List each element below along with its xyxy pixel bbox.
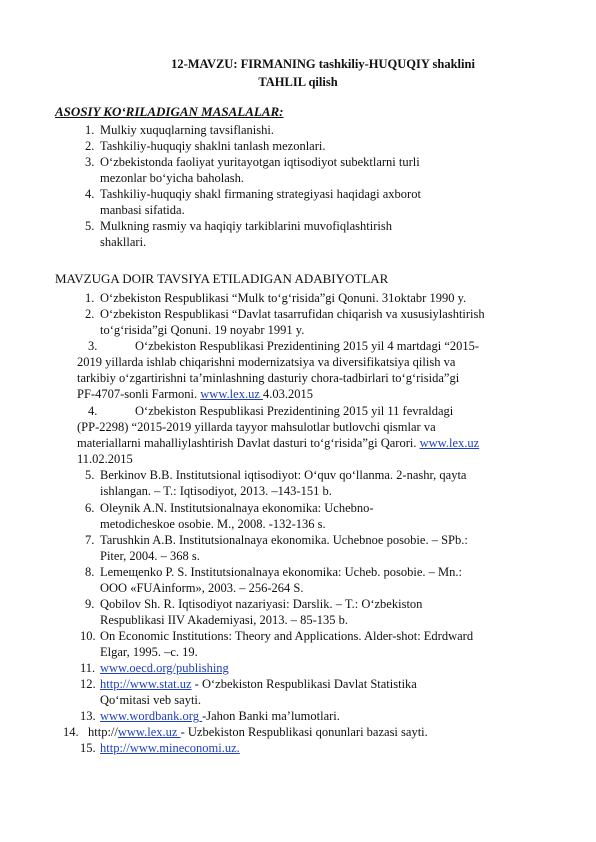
reference-number: 9.: [85, 597, 95, 611]
reference-item-4-line1: O‘zbekiston Respublikasi Prezidentining 2015 yil 11 fevraldagi: [135, 404, 454, 418]
lex-uz-link[interactable]: www.lex.uz: [117, 725, 181, 739]
reference-item-4-line2: (PP-2298) “2015-2019 yillarda tayyor mahsulotlar butlovchi qismlar va: [77, 420, 436, 434]
document-title-line2: TAHLIL qilish: [258, 75, 338, 89]
reference-number: 14.: [63, 725, 79, 739]
lex-uz-link[interactable]: www.lex.uz: [200, 387, 263, 401]
reference-item-4-line3: [77, 435, 479, 451]
reference-item-7-line1: Tarushkin A.B. Institutsionalnaya ekonomika. Uchebnoe posobie. – SPb.:: [100, 533, 468, 547]
reference-item-2-line1: O‘zbekiston Respublikasi “Davlat tasarrufidan chiqarish va xususiylashtirish: [100, 307, 485, 321]
reference-number: 11.: [80, 661, 96, 675]
reference-item-2-line2: to‘g‘risida”gi Qonuni. 19 noyabr 1991 y.: [100, 323, 305, 337]
mineconomi-link[interactable]: http://www.mineconomi.uz.: [100, 741, 240, 755]
reference-text: materiallarni mahalliylashtirish Davlat dasturi to‘g‘risida”gi Qarori.: [77, 436, 417, 450]
reference-number: 6.: [85, 501, 95, 515]
reference-number: 3.: [88, 339, 98, 353]
issue-number: 5.: [85, 219, 95, 233]
issue-number: 4.: [85, 187, 95, 201]
reference-item-12-line1: [100, 676, 417, 692]
reference-item-7-line2: Piter, 2004. – 368 s.: [100, 549, 200, 563]
reference-item-9-line2: Respublikasi IIV Akademiyasi, 2013. – 85-135 b.: [100, 613, 349, 627]
reference-text: http://: [88, 725, 118, 739]
oecd-link[interactable]: www.oecd.org/publishing: [100, 661, 229, 675]
reference-item-12-line2: Qo‘mitasi veb sayti.: [100, 693, 202, 707]
reference-text: - Uzbekiston Respublikasi qonunlari bazasi sayti.: [180, 725, 428, 739]
issue-item-5-line2: shakllari.: [100, 235, 147, 249]
issues-heading: ASOSIY KO‘RILADIGAN MASALALAR:: [55, 104, 284, 119]
reference-item-4-line4: 11.02.2015: [77, 452, 133, 466]
reference-text: PF-4707-sonli Farmoni.: [77, 387, 198, 401]
reference-item-13: [100, 708, 340, 724]
reference-number: 15.: [80, 741, 96, 755]
bibliography-heading: MAVZUGA DOIR TAVSIYA ETILADIGAN ADABIYOTLAR: [55, 271, 389, 286]
reference-item-9-line1: Qobilov Sh. R. Iqtisodiyot nazariyasi: Darslik. – T.: O‘zbekiston: [100, 597, 423, 611]
wordbank-link[interactable]: www.wordbank.org: [100, 709, 203, 723]
issue-number: 2.: [85, 139, 95, 153]
reference-number: 5.: [85, 468, 95, 482]
reference-item-1: O‘zbekiston Respublikasi “Mulk to‘g‘risida”gi Qonuni. 31oktabr 1990 y.: [100, 291, 467, 305]
reference-text: - O‘zbekiston Respublikasi Davlat Statistika: [191, 677, 417, 691]
reference-item-3-line1: O‘zbekiston Respublikasi Prezidentining 2015 yil 4 martdagi “2015-: [135, 339, 480, 353]
lex-uz-link[interactable]: www.lex.uz: [419, 436, 480, 450]
issue-item-1-line1: Mulkiy xuquqlarning tavsiflanishi.: [100, 123, 274, 137]
reference-number: 12.: [80, 677, 96, 691]
reference-number: 13.: [80, 709, 96, 723]
reference-item-3-line4: [77, 386, 313, 402]
issue-item-3-line2: mezonlar bo‘yicha baholash.: [100, 171, 245, 185]
reference-item-3-line2: 2019 yillarda ishlab chiqarishni modernizatsiya va diversifikatsiya qilish va: [77, 355, 456, 369]
reference-item-14: [88, 724, 428, 740]
reference-number: 10.: [80, 629, 96, 643]
issue-item-4-line2: manbasi sifatida.: [100, 203, 185, 217]
document-title-line1: 12-MAVZU: FIRMANING tashkiliy-HUQUQIY shaklini: [171, 57, 475, 71]
reference-item-3-line3: tarkibiy o‘zgartirishni ta’minlashning dasturiy chora-tadbirlari to‘g‘risida”gi: [77, 371, 460, 385]
issue-item-5-line1: Mulkning rasmiy va haqiqiy tarkiblarini muvofiqlashtirish: [100, 219, 392, 233]
issue-item-4-line1: Tashkiliy-huquqiy shakl firmaning strategiyasi haqidagi axborot: [100, 187, 421, 201]
issue-number: 3.: [85, 155, 95, 169]
reference-item-8-line2: OOO «FUAinform», 2003. – 256-264 S.: [100, 581, 304, 595]
reference-item-6-line2: metodicheskoe osobie. M., 2008. -132-136 s.: [100, 517, 326, 531]
reference-date: 4.03.2015: [263, 387, 313, 401]
reference-item-5-line1: Berkinov B.B. Institutsional iqtisodiyot: O‘quv qo‘llanma. 2-nashr, qayta: [100, 468, 467, 482]
reference-number: 4.: [88, 404, 98, 418]
reference-number: 1.: [85, 291, 95, 305]
issue-item-3-line1: O‘zbekistonda faoliyat yuritayotgan iqtisodiyot subektlarni turli: [100, 155, 420, 169]
reference-text: -Jahon Banki ma’lumotlari.: [202, 709, 340, 723]
reference-number: 2.: [85, 307, 95, 321]
reference-item-5-line2: ishlangan. – T.: Iqtisodiyot, 2013. –143-151 b.: [100, 484, 332, 498]
issue-number: 1.: [85, 123, 95, 137]
reference-number: 8.: [85, 565, 95, 579]
reference-item-8-line1: Lemeщenko P. S. Institutsionalnaya ekonomika: Ucheb. posobie. – Mn.:: [100, 565, 463, 579]
issue-item-2-line1: Tashkiliy-huquqiy shaklni tanlash mezonlari.: [100, 139, 326, 153]
reference-number: 7.: [85, 533, 95, 547]
reference-item-10-line2: Elgar, 1995. –c. 19.: [100, 645, 198, 659]
reference-item-10-line1: On Economic Institutions: Theory and Applications. Alder-shot: Edrdward: [100, 629, 474, 643]
reference-item-6-line1: Oleynik A.N. Institutsionalnaya ekonomika: Uchebno-: [100, 501, 374, 515]
stat-uz-link[interactable]: http://www.stat.uz: [100, 677, 192, 691]
